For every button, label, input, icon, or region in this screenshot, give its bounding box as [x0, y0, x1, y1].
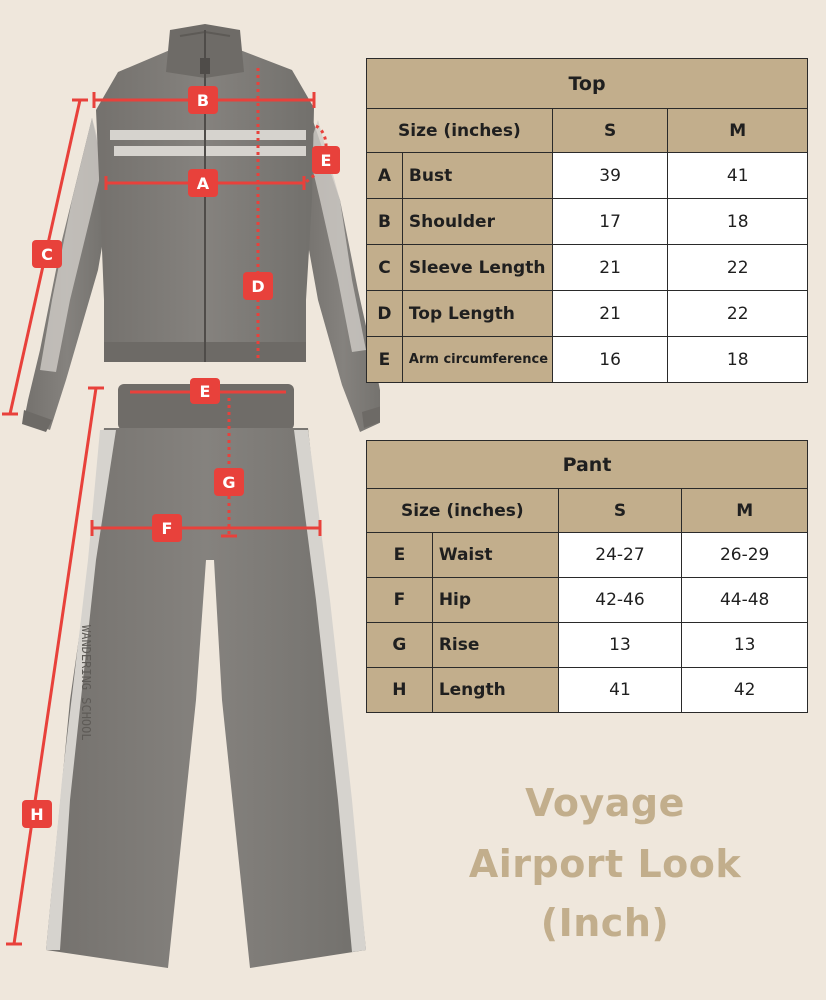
pant-print-text: WANDERING SCHOOL [79, 625, 93, 741]
jacket-drawing [22, 24, 380, 432]
pant-size-table [366, 440, 808, 713]
row-name: Arm circumference [402, 337, 552, 383]
label-B [188, 86, 218, 114]
svg-text:A: A [196, 174, 210, 193]
row-letter: D [367, 291, 403, 337]
label-D [243, 272, 273, 300]
table-row [367, 245, 808, 291]
table-row [367, 623, 808, 668]
top-table-title: Top [367, 59, 808, 109]
row-letter: G [367, 623, 433, 668]
pant-col-s: S [558, 489, 682, 533]
title-line-3: (Inch) [540, 901, 670, 945]
table-row [367, 199, 808, 245]
svg-text:C: C [41, 245, 53, 264]
svg-text:G: G [222, 473, 236, 492]
title-line-2: Airport Look [468, 842, 742, 886]
label-H [22, 800, 52, 828]
table-row [367, 578, 808, 623]
row-value-m: 18 [668, 337, 808, 383]
row-value-s: 13 [558, 623, 682, 668]
row-value-s: 24-27 [558, 533, 682, 578]
table-row [367, 337, 808, 383]
top-size-table [366, 58, 808, 383]
row-name: Bust [402, 153, 552, 199]
row-value-s: 16 [552, 337, 668, 383]
row-value-m: 41 [668, 153, 808, 199]
svg-text:E: E [320, 151, 332, 170]
row-name: Length [432, 668, 558, 713]
title-line-1: Voyage [525, 781, 685, 825]
row-value-s: 42-46 [558, 578, 682, 623]
row-letter: E [367, 337, 403, 383]
garment-illustration [0, 0, 380, 1000]
label-A [188, 169, 218, 197]
pant-table-title: Pant [367, 441, 808, 489]
svg-text:B: B [196, 91, 210, 110]
row-value-m: 13 [682, 623, 808, 668]
row-name: Sleeve Length [402, 245, 552, 291]
pants-drawing [46, 384, 366, 968]
row-value-m: 44-48 [682, 578, 808, 623]
top-col-s: S [552, 109, 668, 153]
label-F [152, 514, 182, 542]
row-letter: H [367, 668, 433, 713]
svg-text:E: E [199, 382, 211, 401]
label-C [32, 240, 62, 268]
table-row [367, 668, 808, 713]
row-value-s: 21 [552, 291, 668, 337]
top-col-m: M [668, 109, 808, 153]
row-name: Shoulder [402, 199, 552, 245]
row-value-m: 22 [668, 291, 808, 337]
svg-text:D: D [251, 277, 265, 296]
svg-text:F: F [161, 519, 173, 538]
row-letter: A [367, 153, 403, 199]
row-name: Top Length [402, 291, 552, 337]
row-letter: B [367, 199, 403, 245]
svg-text:H: H [30, 805, 44, 824]
row-letter: F [367, 578, 433, 623]
row-name: Hip [432, 578, 558, 623]
row-value-s: 39 [552, 153, 668, 199]
row-value-s: 41 [558, 668, 682, 713]
top-size-header: Size (inches) [367, 109, 553, 153]
table-row [367, 153, 808, 199]
row-value-m: 18 [668, 199, 808, 245]
pant-size-header: Size (inches) [367, 489, 559, 533]
row-value-m: 22 [668, 245, 808, 291]
label-E-top [312, 146, 340, 174]
pant-col-m: M [682, 489, 808, 533]
row-value-s: 17 [552, 199, 668, 245]
label-E-pant [190, 378, 220, 404]
table-row [367, 291, 808, 337]
row-name: Rise [432, 623, 558, 668]
row-value-m: 42 [682, 668, 808, 713]
row-name: Waist [432, 533, 558, 578]
row-value-m: 26-29 [682, 533, 808, 578]
row-letter: C [367, 245, 403, 291]
table-row [367, 533, 808, 578]
row-value-s: 21 [552, 245, 668, 291]
label-G [214, 468, 244, 496]
row-letter: E [367, 533, 433, 578]
